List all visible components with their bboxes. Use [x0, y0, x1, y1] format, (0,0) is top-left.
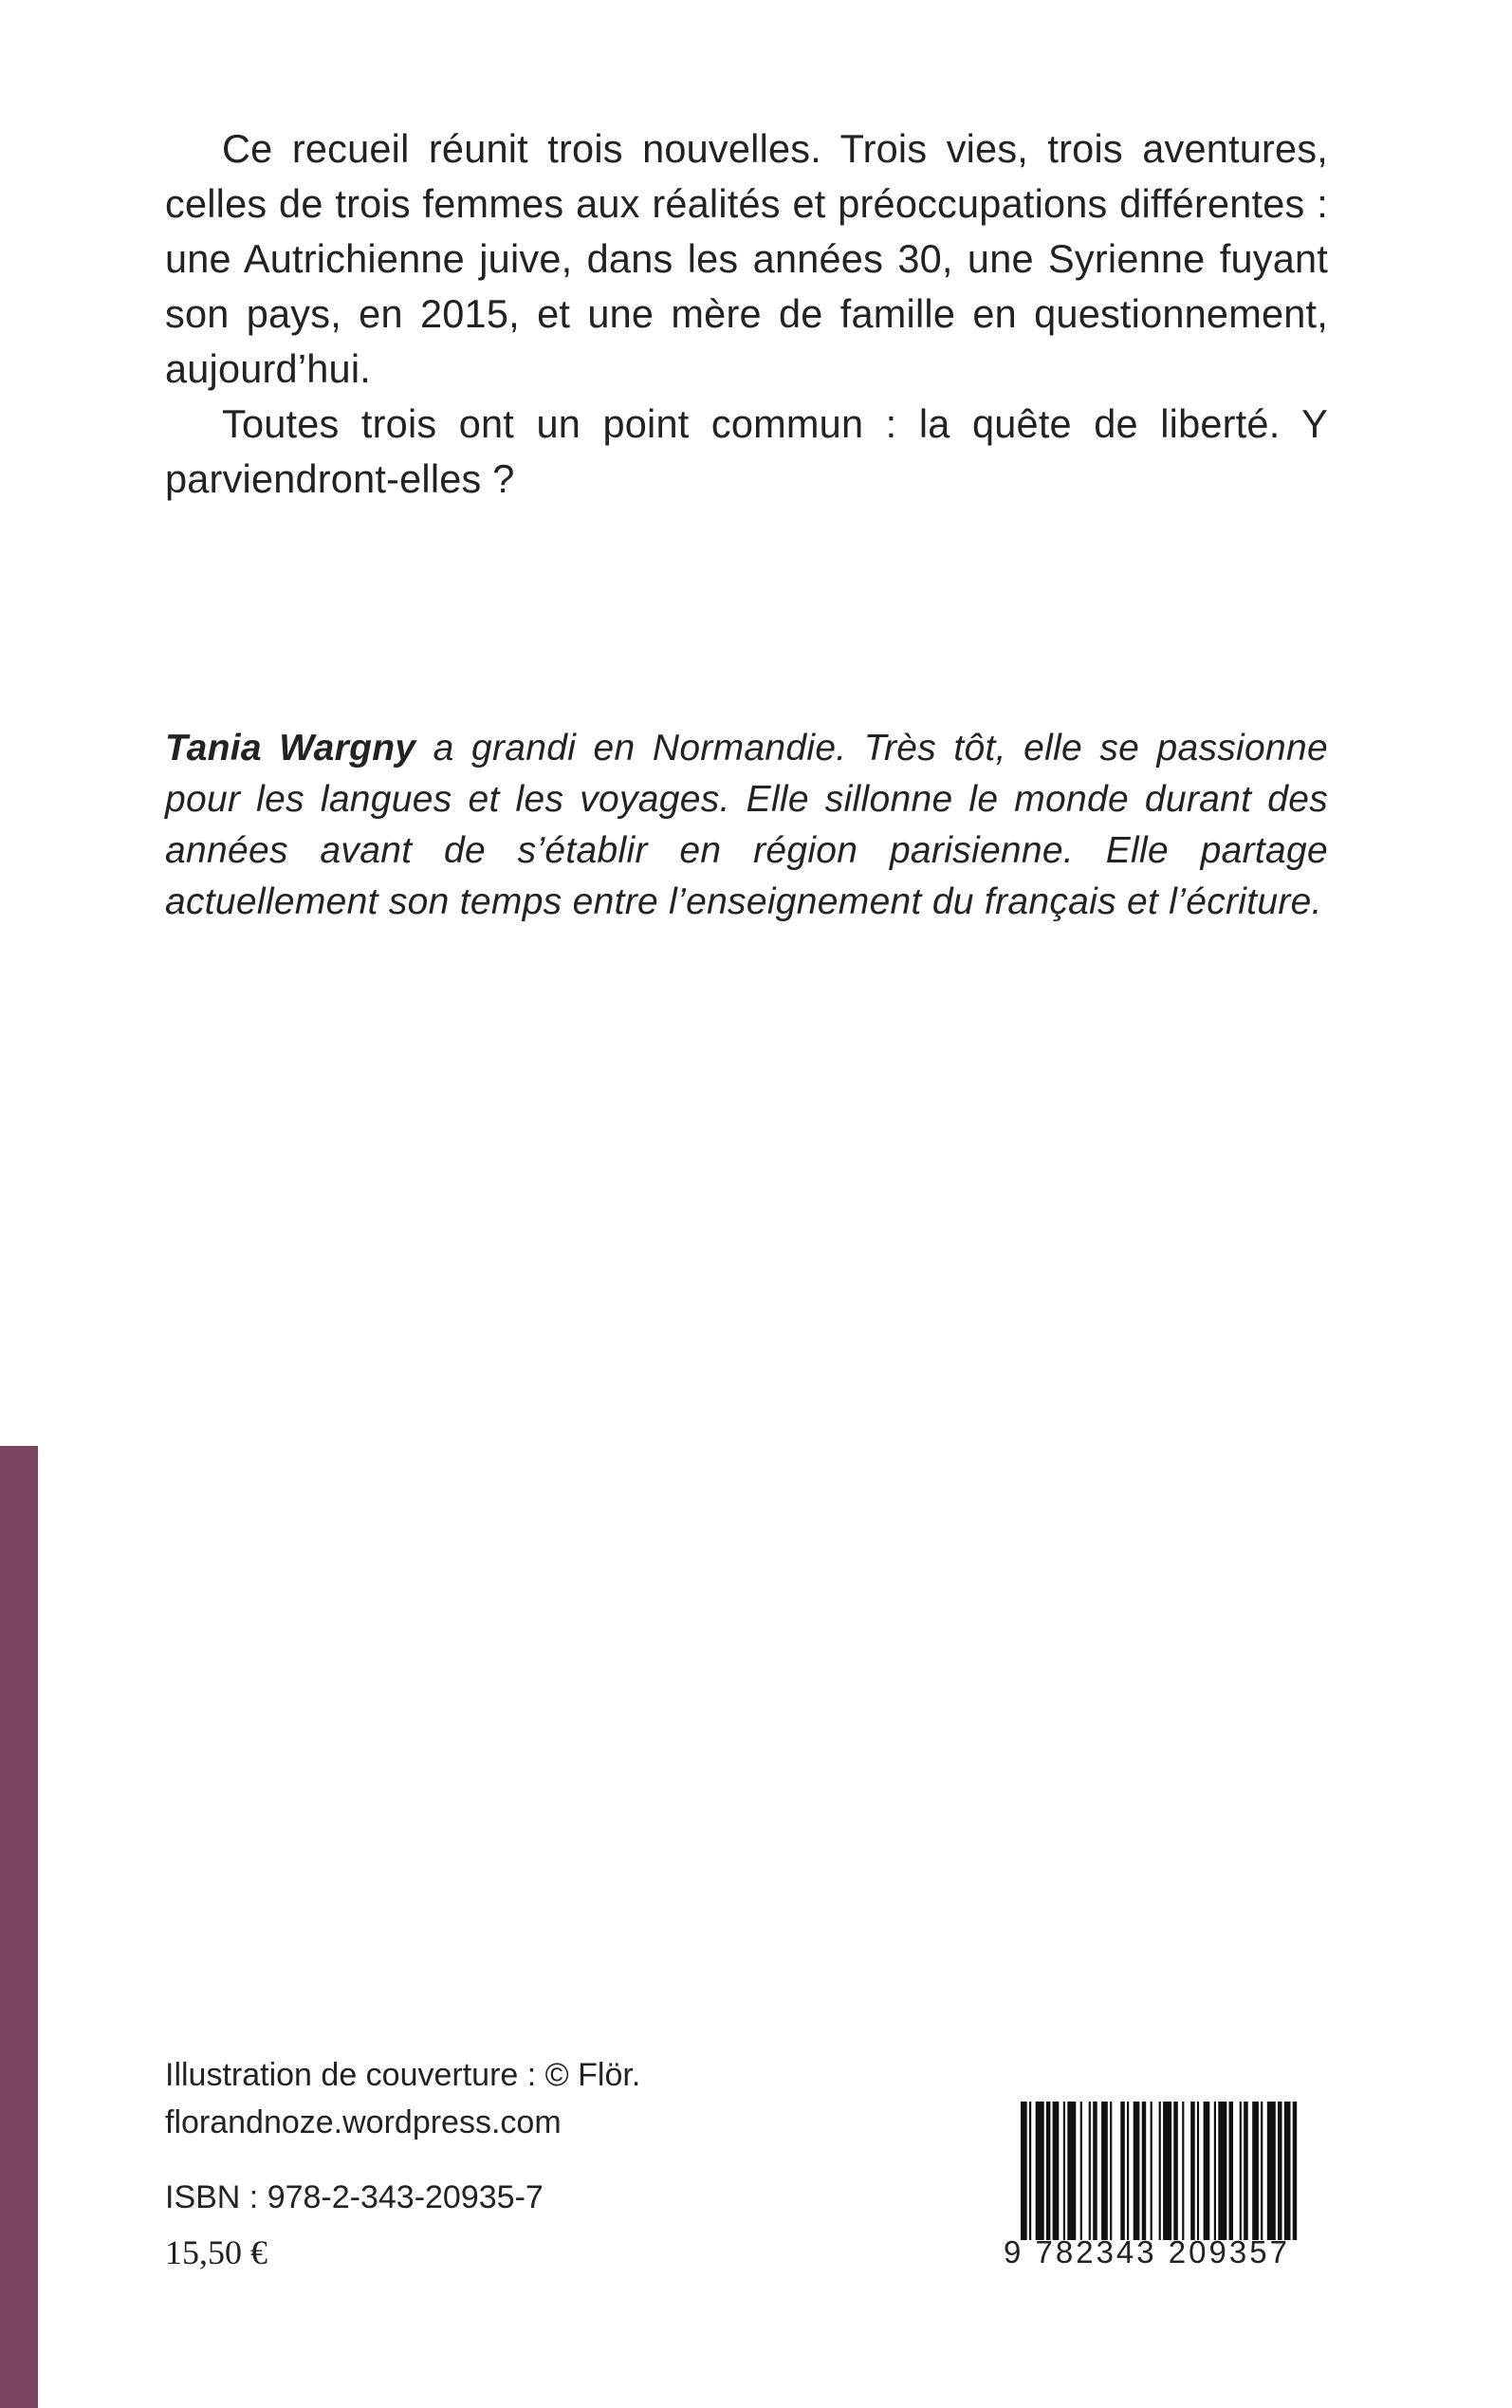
barcode-bar — [1244, 2102, 1248, 2240]
barcode-bar — [1134, 2102, 1140, 2240]
barcode-bar — [1159, 2102, 1161, 2240]
barcode-bar — [1278, 2102, 1282, 2240]
author-name: Tania Wargny — [165, 728, 416, 769]
price: 15,50 € — [165, 2233, 267, 2271]
barcode-bar — [1240, 2102, 1242, 2240]
barcode-bar — [1036, 2102, 1044, 2240]
barcode-bar — [1182, 2102, 1184, 2240]
author-bio-text: a grandi en Normandie. Très tôt, elle se passionne pour les langues et les voyages. Elle sillonne le monde durant des années avant de s’établir en région parisienne. Elle partage actuellement son temps entre l’enseignement du français et l’écriture. — [165, 728, 1328, 922]
spine-color-band — [0, 1446, 38, 2408]
barcode-bar — [1046, 2102, 1051, 2240]
barcode-bar — [1053, 2102, 1060, 2240]
blurb-paragraph-2: Toutes trois ont un point commun : la quête de liberté. Y parviendront-elles ? — [165, 401, 1328, 501]
illustrator-website: florandnoze.wordpress.com — [165, 2104, 562, 2140]
illustration-credit: Illustration de couverture : © Flör. — [165, 2057, 641, 2093]
blurb-paragraph-1: Ce recueil réunit trois nouvelles. Trois vies, trois aventures, celles de trois femmes aux réalités et préoccupations différentes : une Autrichienne juive, dans les années 30, une Syrienne fuyant son pays, en 2015, et une mère de famille en questionnement, aujourd’hui. — [165, 126, 1328, 391]
barcode-bar — [1293, 2102, 1298, 2240]
barcode-bar — [1120, 2102, 1125, 2240]
barcode-bar — [1173, 2102, 1178, 2240]
isbn-number: ISBN : 978-2-343-20935-7 — [165, 2179, 544, 2215]
barcode-bar — [1151, 2102, 1152, 2240]
barcode-bar — [1267, 2102, 1276, 2240]
barcode-bar — [1101, 2102, 1108, 2240]
author-bio — [165, 723, 1328, 928]
barcode-bar — [1163, 2102, 1171, 2240]
barcode-bar — [1067, 2102, 1076, 2240]
barcode-bar — [1190, 2102, 1195, 2240]
barcode-bar — [1080, 2102, 1082, 2240]
barcode-bar — [1204, 2102, 1210, 2240]
barcode-bar — [1110, 2102, 1112, 2240]
barcode-digits: 9 782343 209357 — [1004, 2234, 1290, 2269]
barcode-bar — [1229, 2102, 1234, 2240]
barcode-bar — [1261, 2102, 1263, 2240]
back-cover-blurb — [165, 121, 1328, 507]
barcode-bar — [1093, 2102, 1097, 2240]
barcode-bar — [1029, 2102, 1031, 2240]
barcode-bar — [1063, 2102, 1065, 2240]
barcode-bar — [1214, 2102, 1216, 2240]
barcode-bar — [1089, 2102, 1091, 2240]
barcode-bar — [1218, 2102, 1226, 2240]
barcode-bar — [1127, 2102, 1129, 2240]
barcode-bar — [1021, 2102, 1027, 2240]
barcode-bar — [1142, 2102, 1147, 2240]
cover-credits — [165, 2051, 829, 2146]
barcode-bar — [1252, 2102, 1259, 2240]
barcode-bar — [1284, 2102, 1291, 2240]
barcode-bar — [1197, 2102, 1199, 2240]
